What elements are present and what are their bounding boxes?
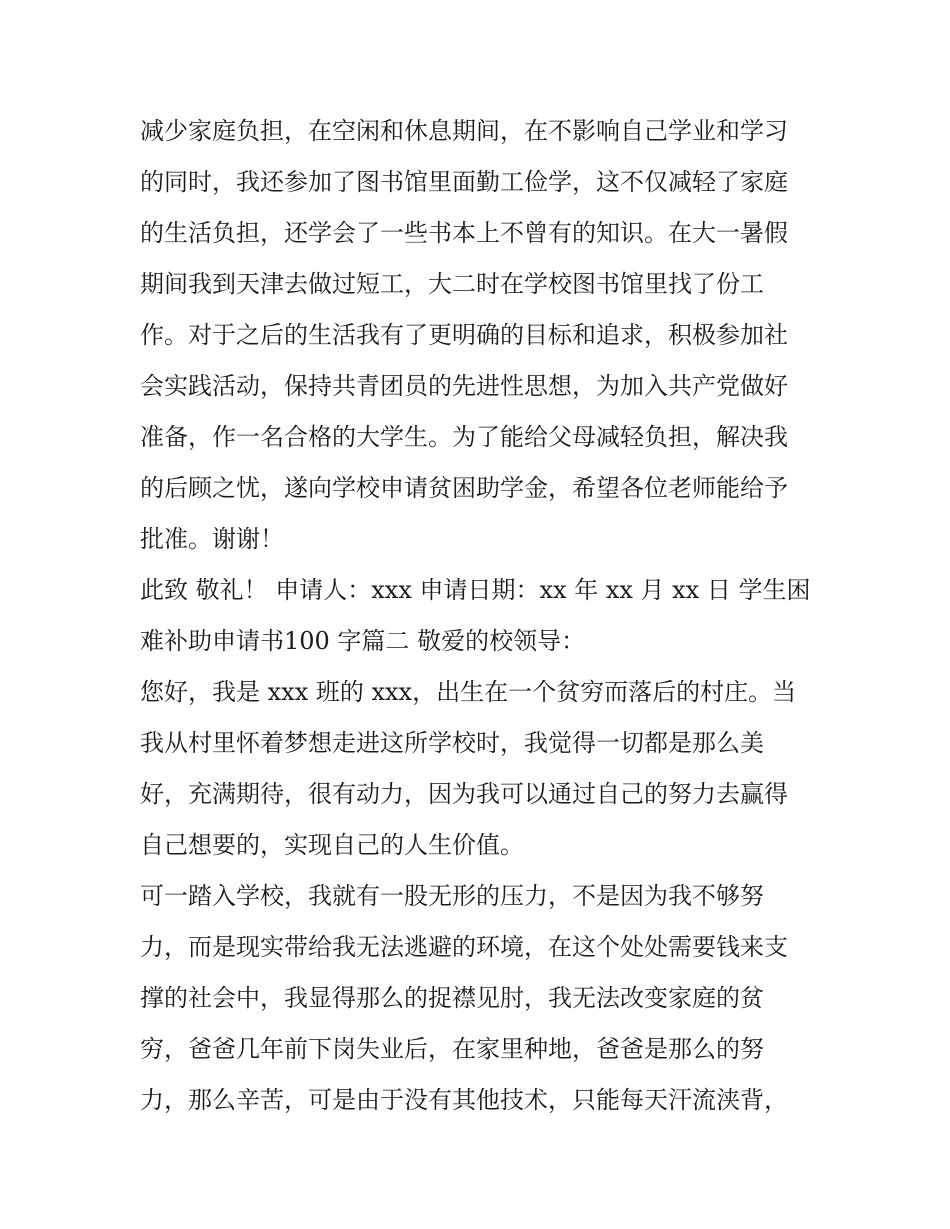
text-line: 批准。谢谢！ <box>140 525 284 553</box>
text-line: 的后顾之忧，遂向学校申请贫困助学金，希望各位老师能给予 <box>140 474 788 502</box>
text-line: 好，充满期待，很有动力，因为我可以通过自己的努力去赢得 <box>140 780 788 808</box>
text-line: 期间我到天津去做过短工，大二时在学校图书馆里找了份工 <box>140 270 764 298</box>
text-line: 难补助申请书100 字篇二 敬爱的校领导： <box>140 627 586 655</box>
text-line: 减少家庭负担，在空闲和休息期间，在不影响自己学业和学习 <box>140 117 788 145</box>
text-line: 作。对于之后的生活我有了更明确的目标和追求，积极参加社 <box>140 321 788 349</box>
text-line: 此致 敬礼！ 申请人：xxx 申请日期：xx 年 xx 月 xx 日 学生困 <box>140 576 811 604</box>
text-line: 自己想要的，实现自己的人生价值。 <box>140 831 524 859</box>
text-line: 会实践活动，保持共青团员的先进性思想，为加入共产党做好 <box>140 372 788 400</box>
document-body <box>140 106 820 1126</box>
text-line: 准备，作一名合格的大学生。为了能给父母减轻负担，解决我 <box>140 423 788 451</box>
text-line: 的生活负担，还学会了一些书本上不曾有的知识。在大一暑假 <box>140 219 788 247</box>
text-line: 力，那么辛苦，可是由于没有其他技术，只能每天汗流浃背， <box>140 1086 788 1114</box>
text-line: 撑的社会中，我显得那么的捉襟见肘，我无法改变家庭的贫 <box>140 984 764 1012</box>
text-line: 我从村里怀着梦想走进这所学校时，我觉得一切都是那么美 <box>140 729 764 757</box>
text-line: 的同时，我还参加了图书馆里面勤工俭学，这不仅减轻了家庭 <box>140 168 788 196</box>
text-line: 您好，我是 xxx 班的 xxx，出生在一个贫穷而落后的村庄。当 <box>140 678 797 706</box>
text-line: 力，而是现实带给我无法逃避的环境，在这个处处需要钱来支 <box>140 933 788 961</box>
text-line: 可一踏入学校，我就有一股无形的压力，不是因为我不够努 <box>140 882 764 910</box>
text-line: 穷，爸爸几年前下岗失业后，在家里种地，爸爸是那么的努 <box>140 1035 764 1063</box>
